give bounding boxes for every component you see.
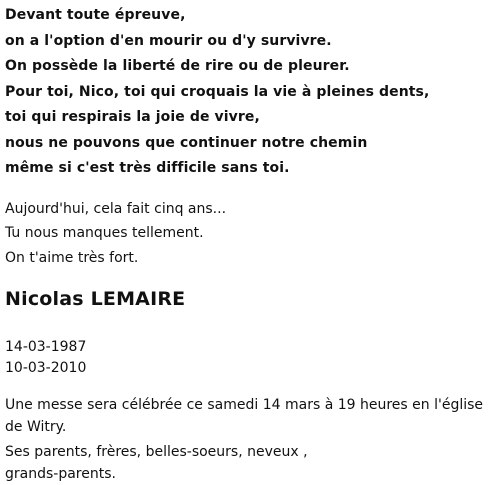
birth-date: 14-03-1987 — [5, 337, 495, 358]
announcement-text: Une messe sera célébrée ce samedi 14 mars à 19 heures en l'église de Witry. — [5, 395, 495, 438]
personal-message — [5, 197, 495, 271]
poem-line: Pour toi, Nico, toi qui croquais la vie à pleines dents, — [5, 80, 495, 106]
message-line: Tu nous manques tellement. — [5, 221, 495, 246]
family-line: Ses parents, frères, belles-soeurs, neveux , — [5, 442, 495, 464]
message-line: Aujourd'hui, cela fait cinq ans... — [5, 197, 495, 222]
death-date: 10-03-2010 — [5, 358, 495, 379]
deceased-name: Nicolas LEMAIRE — [5, 287, 495, 311]
poem-line: même si c'est très difficile sans toi. — [5, 156, 495, 182]
poem-line: Devant toute épreuve, — [5, 3, 495, 29]
obituary-notice — [5, 0, 495, 485]
family-signature — [5, 442, 495, 485]
poem-line: toi qui respirais la joie de vivre, — [5, 105, 495, 131]
poem-line: nous ne pouvons que continuer notre chemin — [5, 131, 495, 157]
mass-announcement — [5, 395, 495, 438]
poem-line: on a l'option d'en mourir ou d'y survivre. — [5, 29, 495, 55]
poem-line: On possède la liberté de rire ou de pleurer. — [5, 54, 495, 80]
poem — [5, 0, 495, 182]
message-line: On t'aime très fort. — [5, 246, 495, 271]
family-line: grands-parents. — [5, 464, 495, 485]
life-dates — [5, 337, 495, 379]
